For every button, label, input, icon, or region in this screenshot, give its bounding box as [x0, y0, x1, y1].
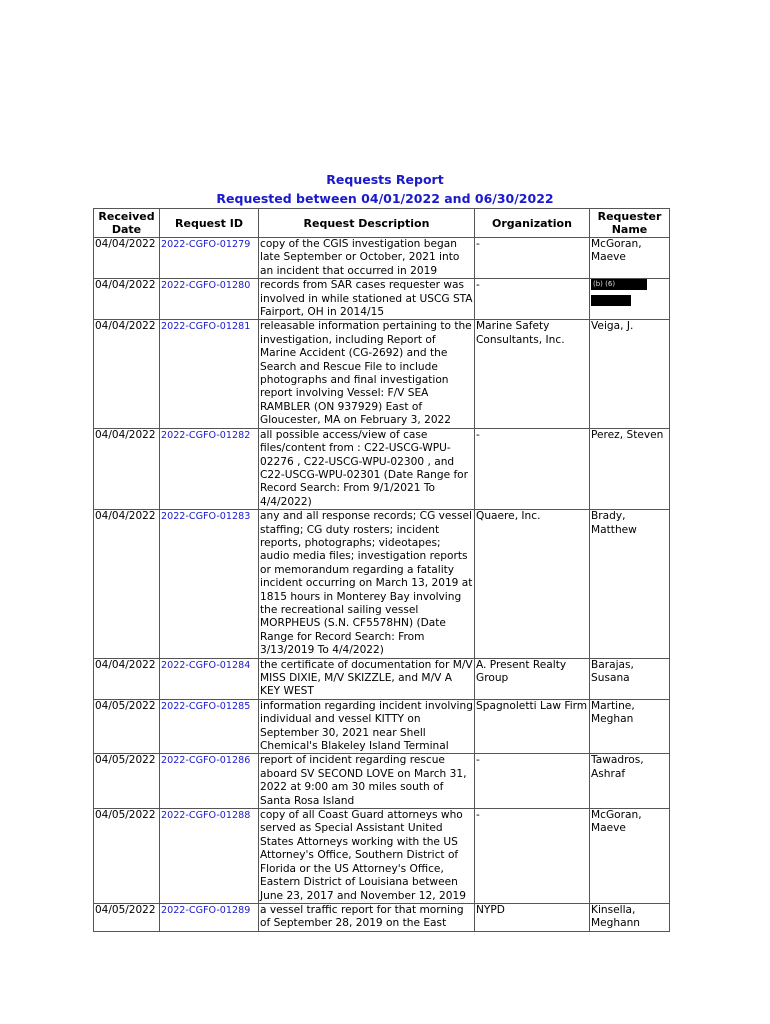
cell-date: 04/05/2022 — [94, 809, 160, 904]
cell-organization: - — [475, 754, 590, 809]
cell-organization: Quaere, Inc. — [475, 510, 590, 658]
cell-organization: - — [475, 238, 590, 279]
cell-request-id-link[interactable]: 2022-CGFO-01289 — [160, 903, 259, 931]
cell-requester: McGoran, Maeve — [590, 809, 670, 904]
cell-request-id-link[interactable]: 2022-CGFO-01282 — [160, 428, 259, 509]
table-row — [94, 699, 670, 754]
cell-description: records from SAR cases requester was involved in while stationed at USCG STA Fairport, OH in 2014/15 — [260, 279, 473, 319]
cell-date: 04/05/2022 — [94, 699, 160, 754]
cell-request-id-link[interactable]: 2022-CGFO-01286 — [160, 754, 259, 809]
cell-requester: McGoran, Maeve — [590, 238, 670, 279]
cell-date: 04/04/2022 — [94, 279, 160, 320]
cell-date: 04/04/2022 — [94, 320, 160, 428]
cell-organization: Spagnoletti Law Firm — [475, 699, 590, 754]
cell-request-id-link[interactable]: 2022-CGFO-01283 — [160, 510, 259, 658]
cell-description: any and all response records; CG vessel staffing; CG duty rosters; incident reports, photographs; videotapes; audio media files; investigation reports or memorandum regarding a fatality incident occurring on March 13, 2019 at 1815 hours in Monterey Bay involving the recreational sailing vessel MORPHEUS (S.N. CF5578HN) (Date Range for Record Search: From 3/13/2019 To 4/4/2022) — [259, 510, 475, 658]
header-description: Request Description — [259, 209, 475, 238]
cell-description: information regarding incident involving individual and vessel KITTY on September 30, 2021 near Shell Chemical's Blakeley Island Terminal — [260, 699, 473, 753]
table-row — [94, 279, 670, 320]
table-row — [94, 510, 670, 658]
report-title: Requests Report — [326, 172, 444, 187]
cell-requester: Martine, Meghan — [590, 699, 670, 754]
cell-organization: - — [475, 428, 590, 509]
cell-description: report of incident regarding rescue aboard SV SECOND LOVE on March 31, 2022 at 9:00 am 30 miles south of Santa Rosa Island — [259, 754, 475, 809]
redaction-box — [591, 295, 631, 306]
cell-request-id-link[interactable]: 2022-CGFO-01284 — [160, 658, 259, 699]
cell-description: releasable information pertaining to the investigation, including Report of Marine Accident (CG-2692) and the Search and Rescue File to include photographs and final investigation report involving Vessel: F/V SEA RAMBLER (ON 937929) East of Gloucester, MA on February 3, 2022 — [259, 320, 475, 428]
table-row — [94, 903, 670, 931]
cell-organization: - — [475, 809, 590, 904]
cell-description: a vessel traffic report for that morning of September 28, 2019 on the East — [259, 903, 475, 931]
cell-request-id-link[interactable]: 2022-CGFO-01279 — [160, 238, 259, 279]
cell-request-id-link[interactable]: 2022-CGFO-01280 — [160, 279, 259, 320]
header-requester: Requester Name — [590, 209, 670, 238]
table-row — [94, 658, 670, 699]
cell-date: 04/04/2022 — [94, 428, 160, 509]
cell-requester: Brady, Matthew — [590, 510, 670, 658]
report-subtitle: Requested between 04/01/2022 and 06/30/2022 — [216, 191, 554, 206]
cell-organization: NYPD — [475, 903, 590, 931]
cell-requester: Perez, Steven — [590, 428, 670, 509]
cell-request-id-link[interactable]: 2022-CGFO-01281 — [160, 320, 259, 428]
table-row — [94, 238, 670, 279]
header-organization: Organization — [475, 209, 590, 238]
cell-requester: Kinsella, Meghann — [590, 903, 670, 931]
cell-organization: Marine Safety Consultants, Inc. — [475, 320, 590, 428]
table-header-row — [94, 209, 670, 238]
cell-description: copy of the CGIS investigation began late September or October, 2021 into an incident that occurred in 2019 — [259, 238, 475, 279]
cell-requester: Barajas, Susana — [590, 658, 670, 699]
cell-description: copy of all Coast Guard attorneys who served as Special Assistant United States Attorneys working with the US Attorney's Office, Southern District of Florida or the US Attorney's Office, Eastern District of Louisiana between June 23, 2017 and November 12, 2019 — [259, 809, 475, 904]
cell-description: all possible access/view of case files/content from : C22-USCG-WPU-02276 , C22-USCG-WPU-02300 , and C22-USCG-WPU-02301 (Date Range for Record Search: From 9/1/2021 To 4/4/2022) — [259, 428, 475, 509]
header-request-id: Request ID — [160, 209, 259, 238]
cell-description: the certificate of documentation for M/V MISS DIXIE, M/V SKIZZLE, and M/V A KEY WEST — [260, 658, 473, 698]
cell-organization: A. Present Realty Group — [475, 658, 590, 699]
cell-requester-redacted — [590, 279, 670, 320]
table-row — [94, 754, 670, 809]
cell-date: 04/04/2022 — [94, 238, 160, 279]
cell-request-id-link[interactable]: 2022-CGFO-01288 — [160, 809, 259, 904]
cell-organization: - — [475, 279, 590, 320]
cell-date: 04/05/2022 — [94, 754, 160, 809]
table-row — [94, 809, 670, 904]
cell-requester: Tawadros, Ashraf — [590, 754, 670, 809]
requests-table — [93, 208, 670, 932]
cell-requester: Veiga, J. — [590, 320, 670, 428]
cell-date: 04/04/2022 — [94, 510, 160, 658]
redaction-box: (b) (6) — [591, 279, 647, 290]
cell-date: 04/04/2022 — [94, 658, 160, 699]
cell-date: 04/05/2022 — [94, 903, 160, 931]
header-received-date: Received Date — [94, 209, 160, 238]
cell-request-id-link[interactable]: 2022-CGFO-01285 — [160, 699, 259, 754]
table-row — [94, 320, 670, 428]
table-row — [94, 428, 670, 509]
